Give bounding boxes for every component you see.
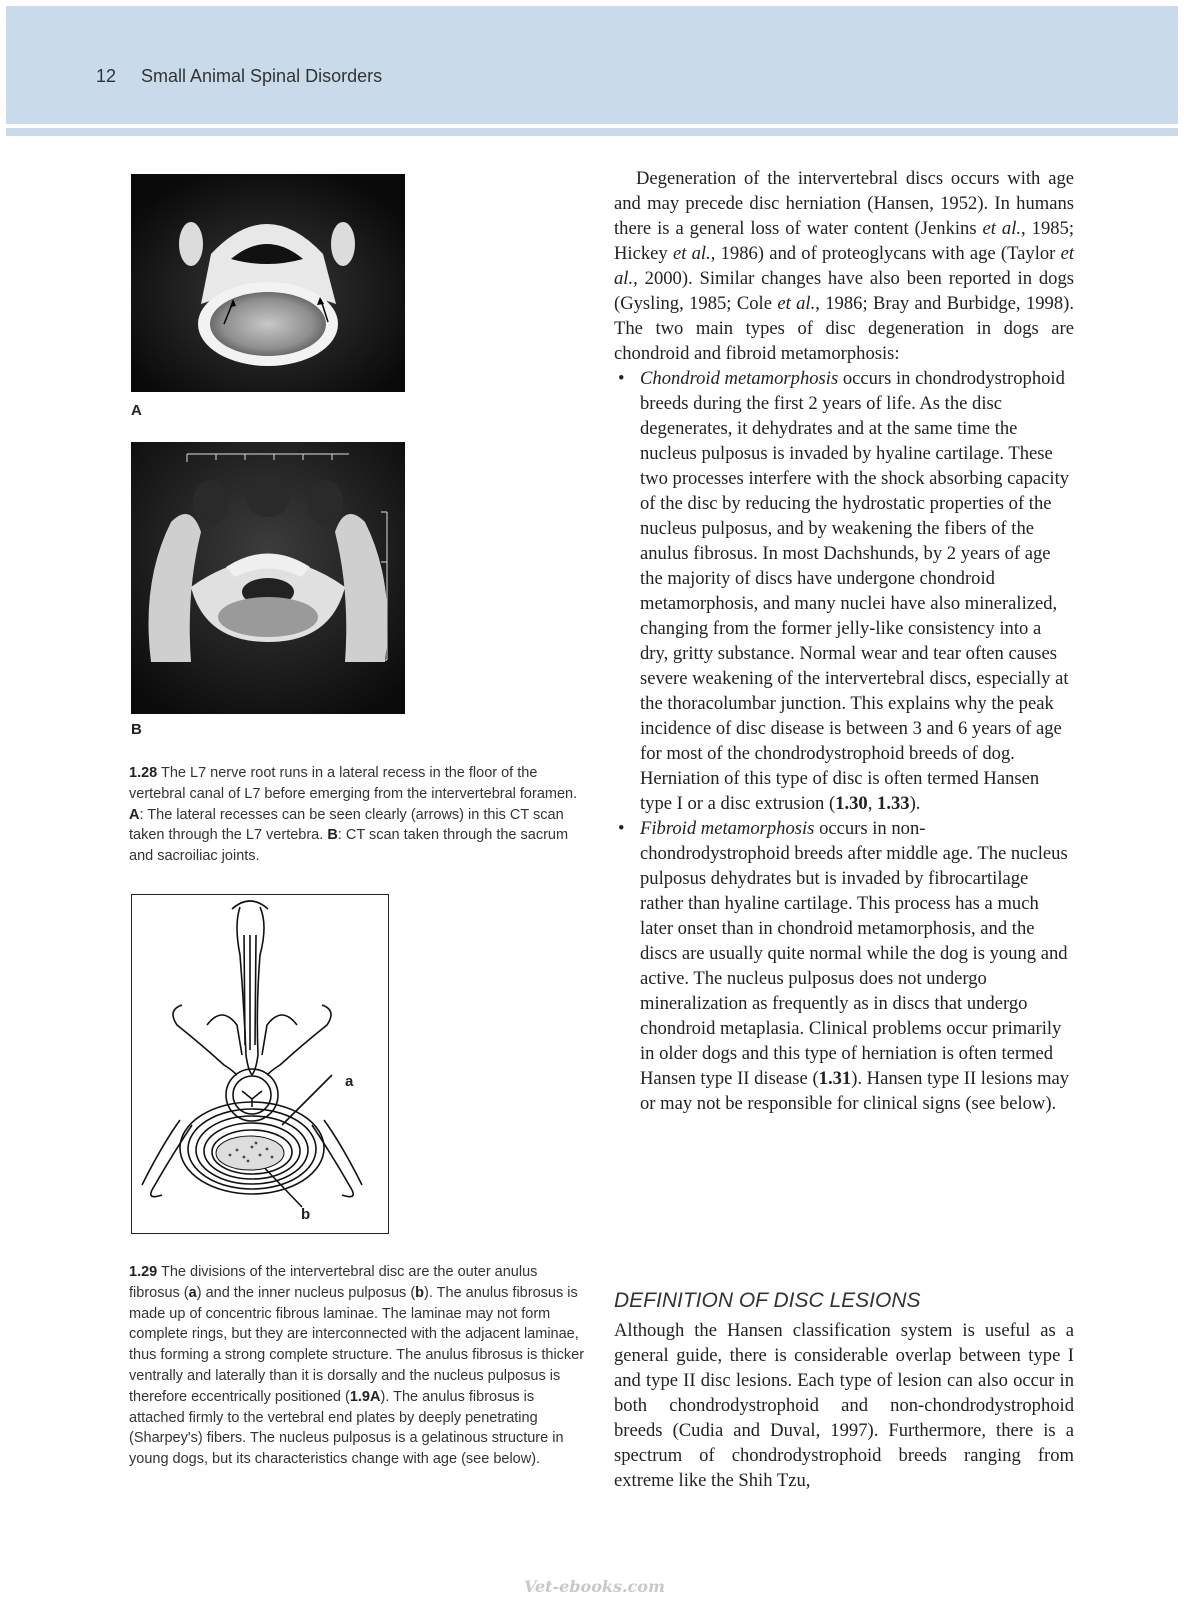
- ct-image-sacrum: [131, 442, 405, 714]
- text-run: ,: [867, 793, 878, 814]
- caption-text: : The lateral recesses can be seen clearly (arrows) in this CT scan taken through the L7 vertebra.: [129, 806, 564, 844]
- watermark-logo: Vet-ebooks.com: [524, 1577, 665, 1596]
- text-run: ). Hansen type II lesions may or may not be responsible for clinical signs (see below).: [640, 1068, 1070, 1114]
- text-run: et al.: [777, 293, 816, 314]
- text-run: , 1986) and of proteoglycans with age (Taylor: [710, 243, 1061, 264]
- text-run: Degeneration of the intervertebral discs occurs with age and may precede disc herniation (Hansen, 1952). In humans there is a general loss of water content (Jenkins: [614, 168, 1074, 239]
- caption-label-ref: b: [415, 1284, 425, 1301]
- text-run: et al.: [614, 243, 1075, 289]
- figure-ref: 1.33: [877, 793, 910, 814]
- text-run: et al.: [982, 218, 1022, 239]
- caption-text: : CT scan taken through the sacrum and sacroiliac joints.: [129, 827, 569, 865]
- book-title: Small Animal Spinal Disorders: [141, 66, 383, 86]
- text-run: , 1986; Bray and Burbidge, 1998). The two main types of disc degeneration in dogs are chondroid and fibroid metamorphosis:: [614, 293, 1074, 364]
- section-heading: DEFINITION OF DISC LESIONS: [614, 1289, 921, 1312]
- text-run: occurs in chondrodystrophoid breeds during the first 2 years of life. As the disc degenerates, it dehydrates and at the same time the nucleus pulposus is invaded by hyaline cartilage. These two processes interfere with the shock absorbing capacity of the disc by reducing the hydrostatic properties of the nucleus pulposus, and by weakening the fibers of the anulus fibrosus. In most Dachshunds, by 2 years of age the majority of discs have undergone chondroid metamorphosis, and many nuclei have also mineralized, changing from the former jelly-like consistency into a dry, gritty substance. Normal wear and tear often causes severe weakening of the intervertebral discs, especially at the thoracolumbar junction. This explains why the peak incidence of disc disease is between 3 and 6 years of age for most of the chondrodystrophoid breeds of dog. Herniation of this type of disc is often termed Hansen type I or a disc extrusion (: [640, 368, 1070, 814]
- caption-text: ) and the inner nucleus pulposus (: [196, 1284, 416, 1301]
- text-run: ).: [909, 793, 921, 814]
- intro-paragraph: [614, 166, 1074, 366]
- text-run: , 2000). Similar changes have also been reported in dogs (Gysling, 1985; Cole: [614, 268, 1074, 314]
- text-run: , 1985; Hickey: [614, 218, 1075, 264]
- caption-figure-ref: 1.9A: [349, 1388, 381, 1405]
- caption-panel-ref: B: [327, 827, 338, 844]
- diagram-label-a: a: [345, 1073, 354, 1090]
- header-rule-band: [6, 128, 1178, 136]
- caption-text: ). The anulus fibrosus is made up of concentric fibrous laminae. The laminae may not form complete rings, but they are interconnected with the adjacent laminae, thus forming a strong complete structure. The anulus fibrosus is thicker ventrally and laterally than it is dorsally and the nucleus pulposus is therefore eccentrically positioned (: [129, 1284, 585, 1405]
- page-header-band: [6, 6, 1178, 124]
- bullet-item-fibroid: [614, 816, 1074, 1116]
- panel-label-a: A: [131, 402, 142, 419]
- bullet-list: [614, 366, 1074, 1116]
- ct-scan-sacrum-graphic: [131, 442, 405, 714]
- caption-panel-ref: A: [129, 806, 140, 823]
- body-column: [614, 166, 1074, 1116]
- caption-text: The divisions of the intervertebral disc are the outer anulus fibrosus (: [129, 1264, 538, 1301]
- ct-image-l7: [131, 174, 405, 392]
- caption-label-ref: a: [188, 1284, 197, 1301]
- bullet-term: Chondroid metamorphosis: [640, 368, 839, 389]
- caption-text: The L7 nerve root runs in a lateral recess in the floor of the vertebral canal of L7 before emerging from the intervertebral foramen.: [129, 765, 578, 802]
- vertebra-illustration: [131, 894, 389, 1234]
- figure-ref: 1.30: [835, 793, 868, 814]
- page-number: 12: [96, 66, 117, 86]
- diagram-label-b: b: [301, 1206, 311, 1223]
- ct-scan-l7-graphic: [131, 174, 405, 392]
- text-run: et al.: [672, 243, 711, 264]
- header-rule: [6, 124, 1178, 127]
- caption-text: ). The anulus fibrosus is attached firmly to the vertebral end plates by deeply penetrating (Sharpey's) fibers. The nucleus pulposus is a gelatinous structure in young dogs, but its characteristics change with age (see below).: [129, 1388, 564, 1468]
- text-run: occurs in non-chondrodystrophoid breeds after middle age. The nucleus pulposus dehydrates but is invaded by fibrocartilage rather than hyaline cartilage. This process has a much later onset than in chondroid metamorphosis, and the discs are usually quite normal while the dog is young and active. The nucleus pulposus does not undergo mineralization as frequently as in discs that undergo chondroid metaplasia. Clinical problems occur primarily in older dogs and this type of herniation is often termed Hansen type II disease (: [640, 818, 1068, 1089]
- caption-number: 1.28: [129, 765, 158, 781]
- vertebra-disc-drawing: [132, 895, 388, 1233]
- figure-ref: 1.31: [818, 1068, 852, 1089]
- bullet-item-chondroid: [614, 366, 1074, 816]
- section-paragraph: Although the Hansen classification system is useful as a general guide, there is considerable overlap between type I and type II disc lesions. Each type of lesion can also occur in both chondrodystrophoid and non-chondrodystrophoid breeds (Cudia and Duval, 1997). Furthermore, there is a spectrum of chondrodystrophoid breeds ranging from extreme like the Shih Tzu,: [614, 1320, 1074, 1491]
- panel-label-b: B: [131, 721, 142, 738]
- figure-caption-1-29: [129, 1262, 591, 1470]
- caption-number: 1.29: [129, 1264, 158, 1280]
- figure-caption-1-28: [129, 763, 591, 867]
- bullet-term: Fibroid metamorphosis: [640, 818, 815, 839]
